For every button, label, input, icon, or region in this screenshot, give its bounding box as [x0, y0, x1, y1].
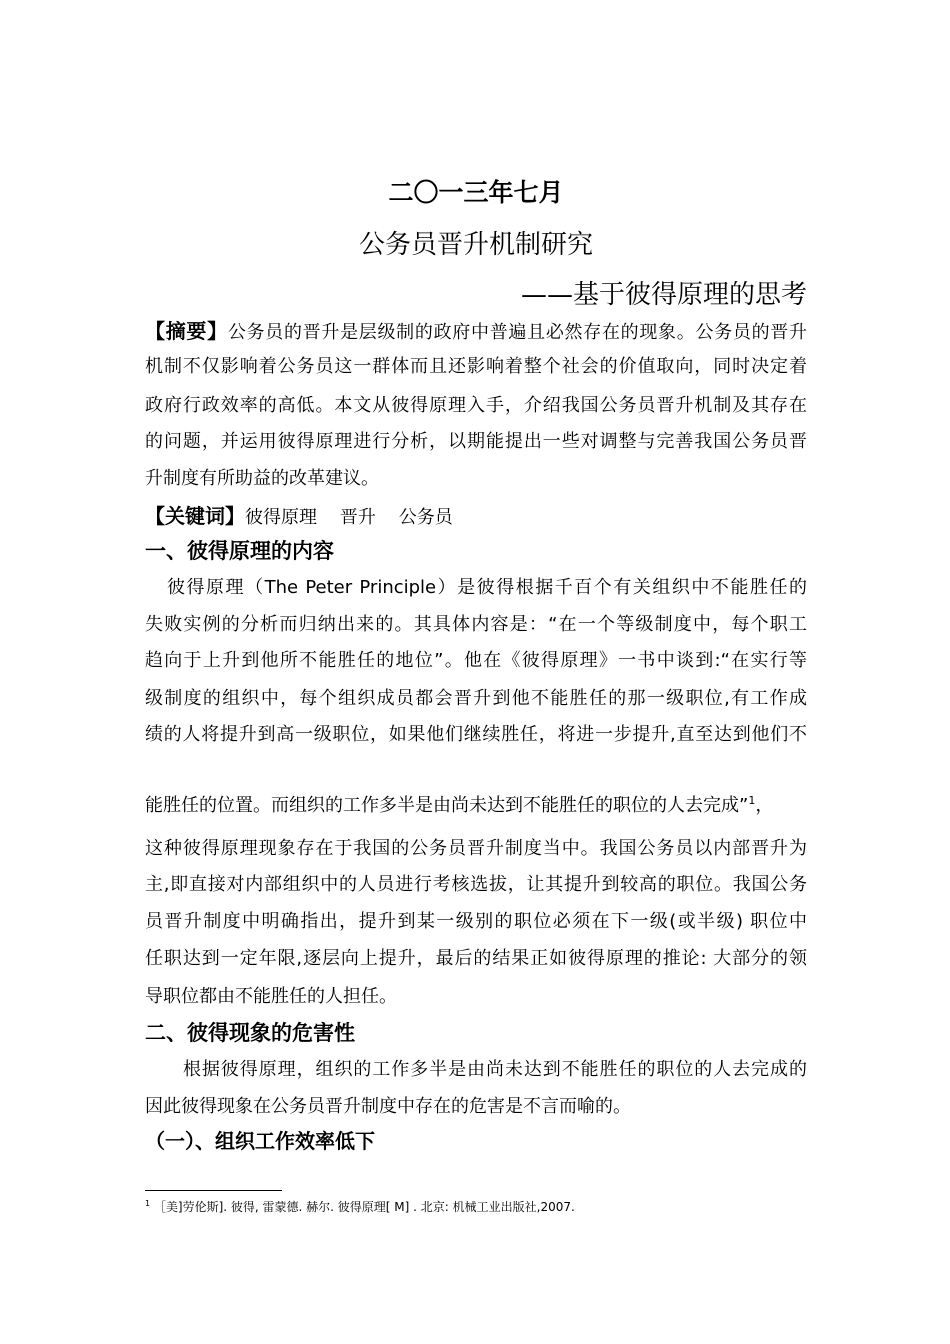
paragraph-line: 绩的人将提升到高一级职位，如果他们继续胜任，将进一步提升,直至达到他们不 [145, 724, 807, 745]
keywords-label: 【关键词】 [145, 504, 245, 528]
paragraph-line: 主,即直接对内部组织中的人员进行考核选拔，让其提升到较高的职位。我国公务 [145, 874, 807, 895]
keywords-text: 彼得原理 晋升 公务员 [245, 507, 453, 528]
keywords-line [145, 505, 807, 529]
document-title: 公务员晋升机制研究 [358, 230, 593, 260]
subsection-heading: （一）、组织工作效率低下 [145, 1129, 375, 1153]
footnote-reference: 1 [748, 794, 756, 807]
paragraph-line: 导职位都由不能胜任的人担任。 [145, 986, 397, 1007]
paragraph-line: 因此彼得现象在公务员晋升制度中存在的危害是不言而喻的。 [145, 1096, 631, 1117]
paragraph-line: 级制度的组织中，每个组织成员都会晋升到他不能胜任的那一级职位,有工作成 [145, 688, 807, 709]
paragraph-line: 失败实例的分析而归纳出来的。其具体内容是：“在一个等级制度中，每个职工 [145, 614, 807, 635]
abstract-line: 机制不仅影响着公务员这一群体而且还影响着整个社会的价值取向，同时决定着 [145, 356, 807, 377]
abstract-line: 的问题，并运用彼得原理进行分析，以期能提出一些对调整与完善我国公务员晋 [145, 431, 807, 452]
footnote-separator [145, 1190, 282, 1191]
abstract-label: 【摘要】 [145, 319, 228, 343]
section-heading: 二、彼得现象的危害性 [145, 1021, 355, 1045]
footnote-text: ［美]劳伦斯]. 彼得, 雷蒙德. 赫尔. 彼得原理[ M] . 北京: 机械工业出版社,2007. [153, 1200, 575, 1214]
paragraph-line: 彼得原理（The Peter Principle）是彼得根据千百个有关组织中不能胜任的 [167, 577, 807, 598]
abstract-line: 升制度有所助益的改革建议。 [145, 468, 379, 489]
paragraph-line: 这种彼得原理现象存在于我国的公务员晋升制度当中。我国公务员以内部晋升为 [145, 838, 807, 859]
footnote [145, 1196, 575, 1215]
footnote-mark: 1 [145, 1199, 151, 1208]
abstract-line: 【摘要】公务员的晋升是层级制的政府中普遍且必然存在的现象。公务员的晋升 [145, 319, 808, 343]
paragraph-line: 员晋升制度中明确指出，提升到某一级别的职位必须在下一级(或半级) 职位中 [145, 911, 807, 932]
section-heading: 一、彼得原理的内容 [145, 539, 334, 563]
paragraph-line: 能胜任的位置。而组织的工作多半是由尚未达到不能胜任的职位的人去完成”$^1$， [145, 794, 774, 816]
paragraph-line: 根据彼得原理，组织的工作多半是由尚未达到不能胜任的职位的人去完成的 [183, 1059, 807, 1080]
paragraph-line: 趋向于上升到他所不能胜任的地位”。他在《彼得原理》一书中谈到:“在实行等 [145, 650, 807, 671]
paragraph-line: 任职达到一定年限,逐层向上提升，最后的结果正如彼得原理的推论: 大部分的领 [145, 948, 807, 969]
document-date: 二〇一三年七月 [388, 178, 564, 207]
abstract-line: 政府行政效率的高低。本文从彼得原理入手，介绍我国公务员晋升机制及其存在 [145, 395, 807, 416]
document-subtitle: ——基于彼得原理的思考 [520, 280, 807, 310]
